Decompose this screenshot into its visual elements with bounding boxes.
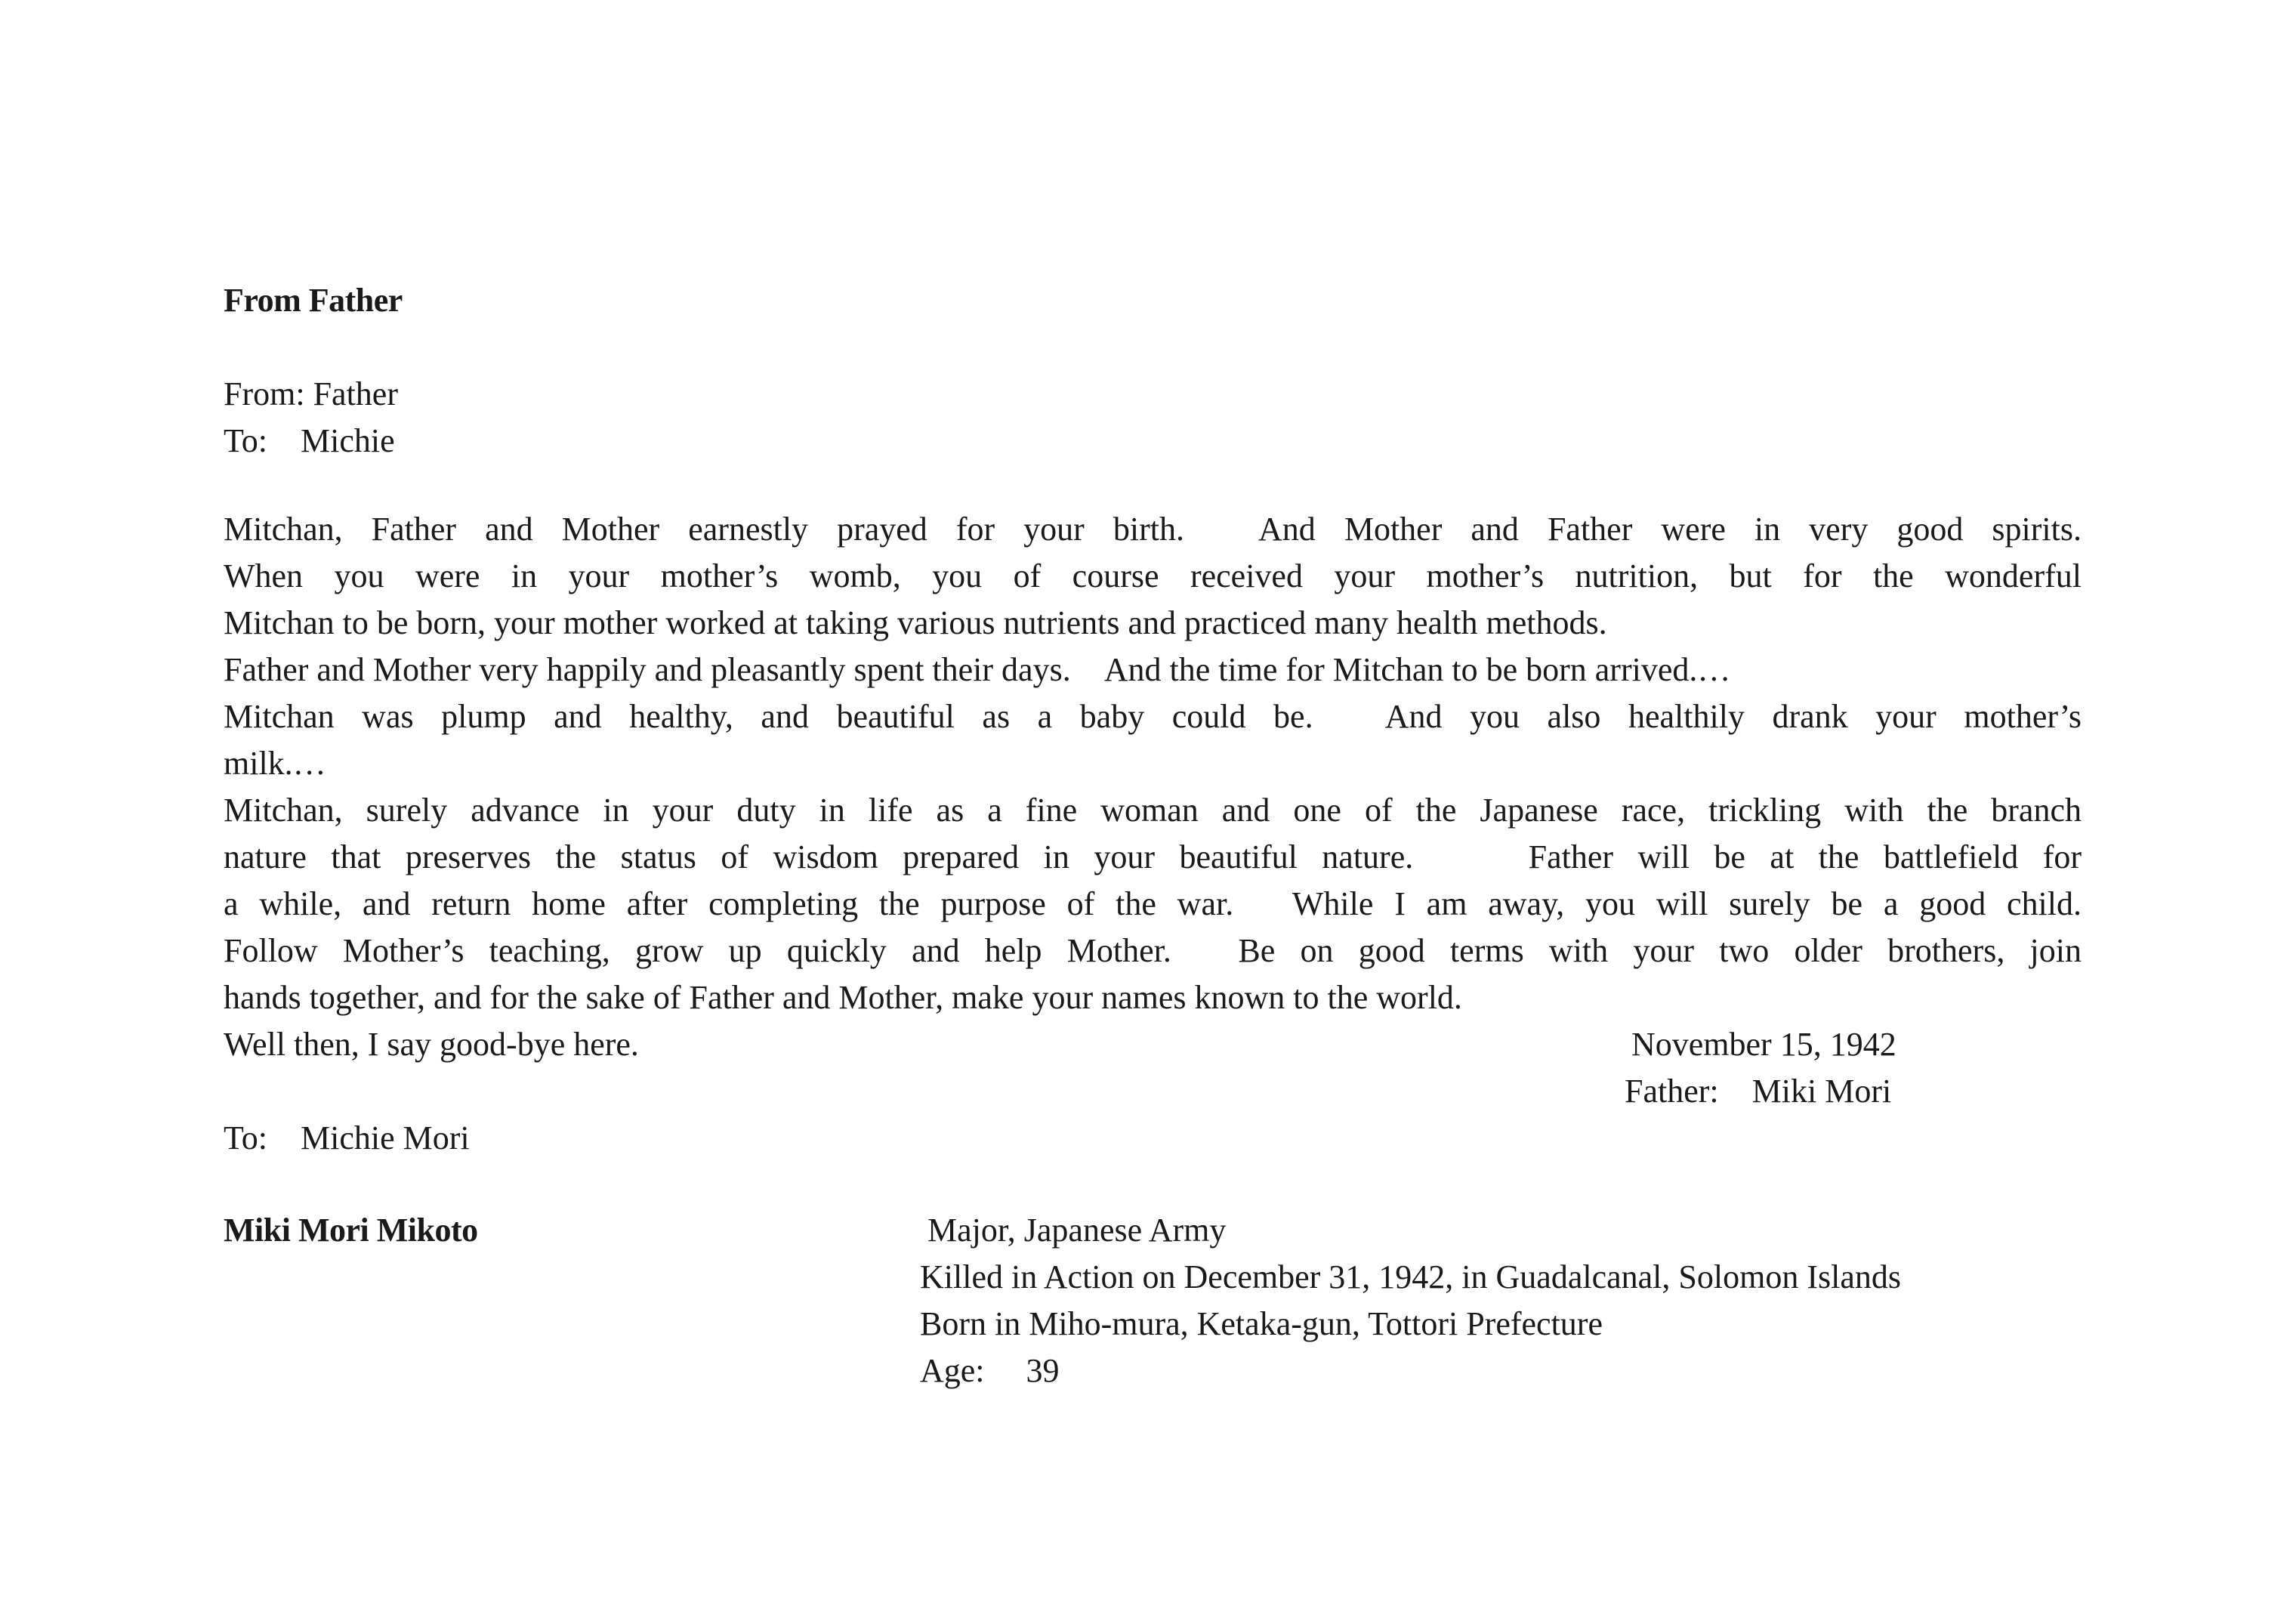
letter-line: hands together, and for the sake of Father and Mother, make your names known to the world.	[224, 979, 1462, 1016]
letter-line: Mitchan was plump and healthy, and beautiful as a baby could be. And you also healthily drank your mother’s	[224, 698, 2082, 735]
profile-birthplace: Born in Miho-mura, Ketaka-gun, Tottori Prefecture	[920, 1305, 1603, 1342]
from-line: From: Father	[224, 375, 398, 412]
profile-details	[920, 1207, 1901, 1394]
letter-line: Follow Mother’s teaching, grow up quickly and help Mother. Be on good terms with your two older brothers, join	[224, 932, 2082, 969]
to-line: To: Michie	[224, 422, 395, 459]
letter-body	[224, 506, 2082, 1068]
address-block	[224, 371, 2082, 465]
profile-age: Age: 39	[920, 1352, 1060, 1389]
letter-signature: Father: Miki Mori	[1625, 1073, 1892, 1110]
letter-line: nature that preserves the status of wisdom prepared in your beautiful nature. Father will be at the battlefield for	[224, 838, 2082, 875]
letter-line: Mitchan to be born, your mother worked at taking various nutrients and practiced many health methods.	[224, 604, 1607, 641]
letter-line: Mitchan, Father and Mother earnestly prayed for your birth. And Mother and Father were in very good spirits.	[224, 511, 2082, 548]
letter-line: When you were in your mother’s womb, you of course received your mother’s nutrition, but for the wonderful	[224, 557, 2082, 594]
letter-line: Well then, I say good-bye here.	[224, 1026, 639, 1063]
recipient-line: To: Michie Mori	[224, 1119, 470, 1156]
profile-death: Killed in Action on December 31, 1942, in Guadalcanal, Solomon Islands	[920, 1258, 1901, 1295]
profile-name: Miki Mori Mikoto	[224, 1212, 478, 1249]
document-title: From Father	[224, 282, 403, 319]
letter-line: Mitchan, surely advance in your duty in life as a fine woman and one of the Japanese race, trickling with the branch	[224, 792, 2082, 829]
letter-line: Father and Mother very happily and pleasantly spent their days. And the time for Mitchan to be born arrived.…	[224, 651, 1731, 688]
letter-line: a while, and return home after completing the purpose of the war. While I am away, you will surely be a good child.	[224, 885, 2082, 922]
profile-rank: Major, Japanese Army	[927, 1212, 1227, 1249]
letter-line: milk.…	[224, 745, 326, 782]
recipient-block	[224, 1115, 2082, 1162]
letter-date: November 15, 1942	[1631, 1026, 1896, 1063]
